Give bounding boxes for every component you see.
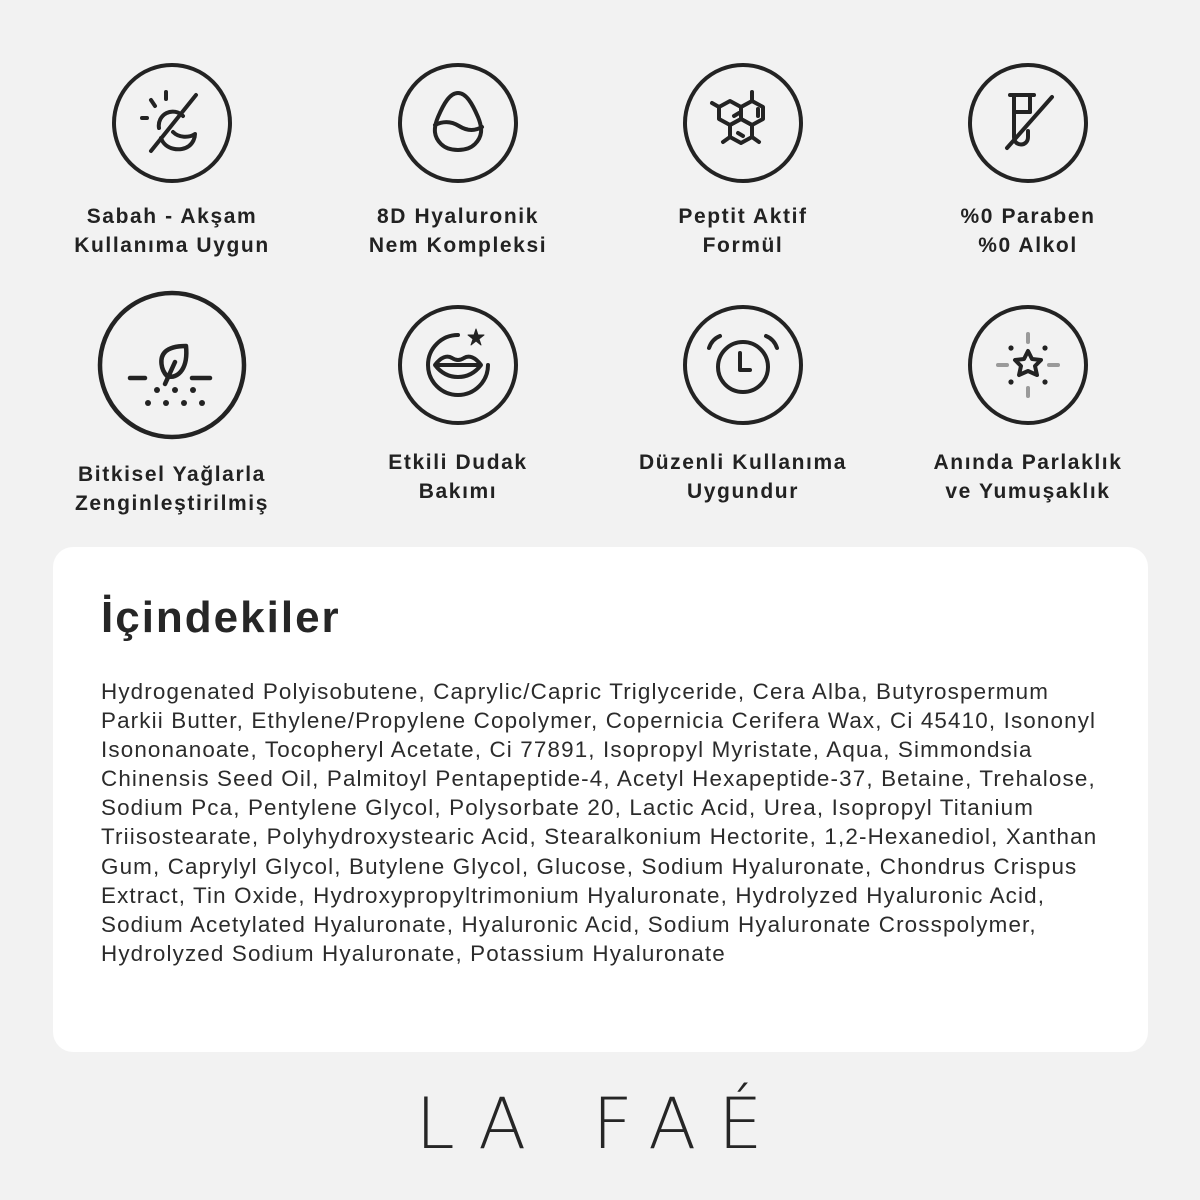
feature-label-line2: Formül <box>702 234 784 257</box>
feature-day-night <box>32 62 312 260</box>
feature-regular-use <box>603 304 883 506</box>
feature-no-paraben-alcohol <box>888 62 1168 260</box>
feature-label-line1: Bitkisel Yağlarla <box>78 463 266 486</box>
alarm-clock-icon <box>682 304 804 426</box>
feature-peptide <box>603 62 883 260</box>
feature-lip-care <box>318 304 598 506</box>
feature-label-line1: Anında Parlaklık <box>933 451 1123 474</box>
water-drop-icon <box>397 62 519 184</box>
feature-label-line2: ve Yumuşaklık <box>945 480 1111 503</box>
feature-shine-softness <box>888 304 1168 506</box>
no-sun-moon-icon <box>111 62 233 184</box>
feature-label-line2: Zenginleştirilmiş <box>74 492 270 515</box>
ingredients-title: İçindekiler <box>101 593 341 642</box>
feature-label-line1: %0 Paraben <box>960 205 1096 228</box>
feature-plant-oils <box>32 290 312 518</box>
feature-label-line2: Uygundur <box>687 480 799 503</box>
lips-star-icon <box>397 304 519 426</box>
ingredients-card <box>53 547 1148 1052</box>
feature-hyaluronic <box>318 62 598 260</box>
plant-leaf-soil-icon <box>97 290 247 440</box>
feature-label-line1: Düzenli Kullanıma <box>638 451 848 474</box>
no-test-tube-icon <box>967 62 1089 184</box>
molecule-icon <box>682 62 804 184</box>
ingredients-list: Hydrogenated Polyisobutene, Caprylic/Capric Triglyceride, Cera Alba, Butyrospermum Parkii Butter, Ethylene/Propylene Copolymer, Copernicia Cerifera Wax, Ci 45410, Isononyl Isononanoate, Tocopheryl Acetate, Ci 77891, Isopropyl Myristate, Aqua, Simmondsia Chinensis Seed Oil, Palmitoyl Pentapeptide-4, Acetyl Hexapeptide-37, Betaine, Trehalose, Sodium Pca, Pentylene Glycol, Polysorbate 20, Lactic Acid, Urea, Isopropyl Titanium Triisostearate, Polyhydroxystearic Acid, Stearalkonium Hectorite, 1,2-Hexanediol, Xanthan Gum, Caprylyl Glycol, Butylene Glycol, Glucose, Sodium Hyaluronate, Chondrus Crispus Extract, Tin Oxide, Hydroxypropyltrimonium Hyaluronate, Hydrolyzed Hyaluronic Acid, Sodium Acetylated Hyaluronate, Hyaluronic Acid, Sodium Hyaluronate Crosspolymer, Hydrolyzed Sodium Hyaluronate, Potassium Hyaluronate <box>101 679 1098 966</box>
feature-label-line1: Etkili Dudak <box>388 451 528 474</box>
feature-label-line1: Peptit Aktif <box>678 205 808 228</box>
feature-label-line1: Sabah - Akşam <box>86 205 258 228</box>
feature-label-line2: %0 Alkol <box>978 234 1078 257</box>
brand-logo: LA FAÉ <box>415 1083 785 1165</box>
feature-label-line2: Kullanıma Uygun <box>74 234 270 257</box>
feature-label-line2: Bakımı <box>418 480 498 503</box>
sparkle-star-icon <box>967 304 1089 426</box>
feature-label-line1: 8D Hyaluronik <box>376 205 539 228</box>
feature-label-line2: Nem Kompleksi <box>368 234 548 257</box>
